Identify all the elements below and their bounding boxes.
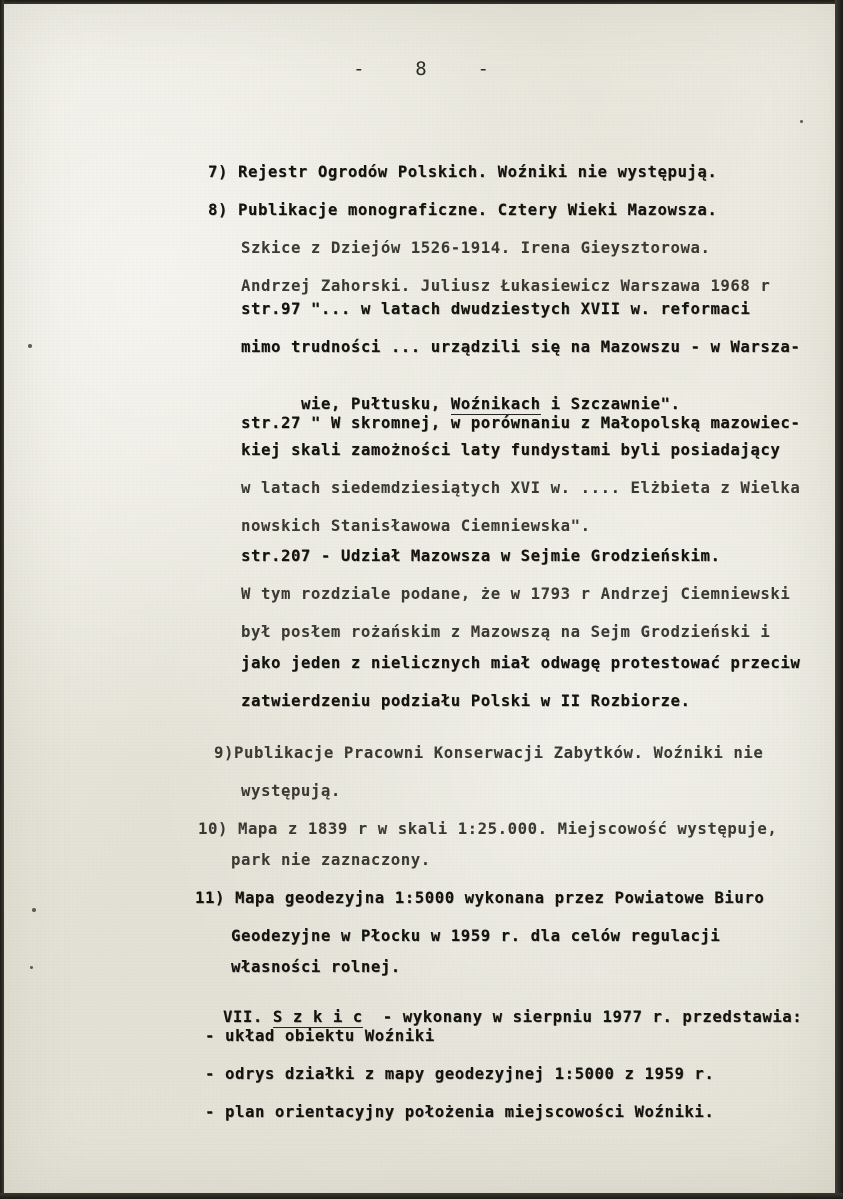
- text-line: park nie zaznaczony.: [231, 851, 431, 869]
- text-line: - odrys działki z mapy geodezyjnej 1:5000 z 1959 r.: [205, 1065, 715, 1083]
- text-line: - układ obiektu Woźniki: [205, 1027, 435, 1045]
- text-line: był posłem rożańskim z Mazowszą na Sejm Grodzieński i: [241, 623, 771, 641]
- text-line: występują.: [241, 782, 341, 800]
- text-line: własności rolnej.: [231, 958, 401, 976]
- scan-edge-left: [0, 0, 4, 1199]
- text-line: str.27 " W skromnej, w porównaniu z Małopolską mazowiec-: [241, 414, 801, 432]
- text-line: str.97 "... w latach dwudziestych XVII w. reformaci: [241, 300, 751, 318]
- text-line: Szkice z Dziejów 1526-1914. Irena Gieysztorowa.: [241, 239, 711, 257]
- scan-edge-top: [0, 0, 843, 4]
- text-line: 8) Publikacje monograficzne. Cztery Wieki Mazowsza.: [208, 201, 718, 219]
- text-line: zatwierdzeniu podziału Polski w II Rozbiorze.: [241, 692, 691, 710]
- ink-speck: [28, 344, 32, 348]
- text-line: nowskich Stanisławowa Ciemniewska".: [241, 517, 591, 535]
- ink-speck: [30, 966, 33, 969]
- text-line: 9)Publikacje Pracowni Konserwacji Zabytków. Woźniki nie: [214, 744, 764, 762]
- ink-speck: [800, 120, 803, 123]
- text-line: mimo trudności ... urządzili się na Mazowszu - w Warsza-: [241, 338, 801, 356]
- line07-suffix: i Szczawnie".: [540, 395, 681, 413]
- text-line-woznikach: [241, 376, 681, 433]
- section-numeral-vii: VII.: [222, 1008, 273, 1026]
- section-heading-vii: [163, 989, 802, 1046]
- text-line: 11) Mapa geodezyjna 1:5000 wykonana przez Powiatowe Biuro: [195, 889, 765, 907]
- text-line: 10) Mapa z 1839 r w skali 1:25.000. Miejscowość występuje,: [198, 820, 778, 838]
- scan-edge-bottom: [0, 1193, 843, 1199]
- section-title-szkic: S z k i c: [272, 1008, 363, 1026]
- text-line: Andrzej Zahorski. Juliusz Łukasiewicz Warszawa 1968 r: [241, 277, 771, 295]
- line07-prefix: wie, Pułtusku,: [300, 395, 451, 413]
- text-line: jako jeden z nielicznych miał odwagę protestować przeciw: [241, 654, 801, 672]
- page-number-header: - 8 -: [353, 58, 490, 80]
- text-line: Geodezyjne w Płocku w 1959 r. dla celów regulacji: [231, 927, 721, 945]
- text-line: w latach siedemdziesiątych XVI w. .... Elżbieta z Wielka: [241, 479, 801, 497]
- text-line: 7) Rejestr Ogrodów Polskich. Woźniki nie występują.: [208, 163, 718, 181]
- text-line: kiej skali zamożności laty fundystami byli posiadający: [241, 441, 781, 459]
- underlined-term-woznikach: Woźnikach: [450, 395, 541, 413]
- text-line: W tym rozdziale podane, że w 1793 r Andrzej Ciemniewski: [241, 585, 791, 603]
- text-line: str.207 - Udział Mazowsza w Sejmie Grodzieńskim.: [241, 547, 721, 565]
- scan-edge-right: [835, 0, 843, 1199]
- text-line: - plan orientacyjny położenia miejscowości Woźniki.: [205, 1103, 715, 1121]
- section-vii-description: - wykonany w sierpniu 1977 r. przedstawia:: [362, 1008, 803, 1026]
- ink-speck: [32, 908, 36, 912]
